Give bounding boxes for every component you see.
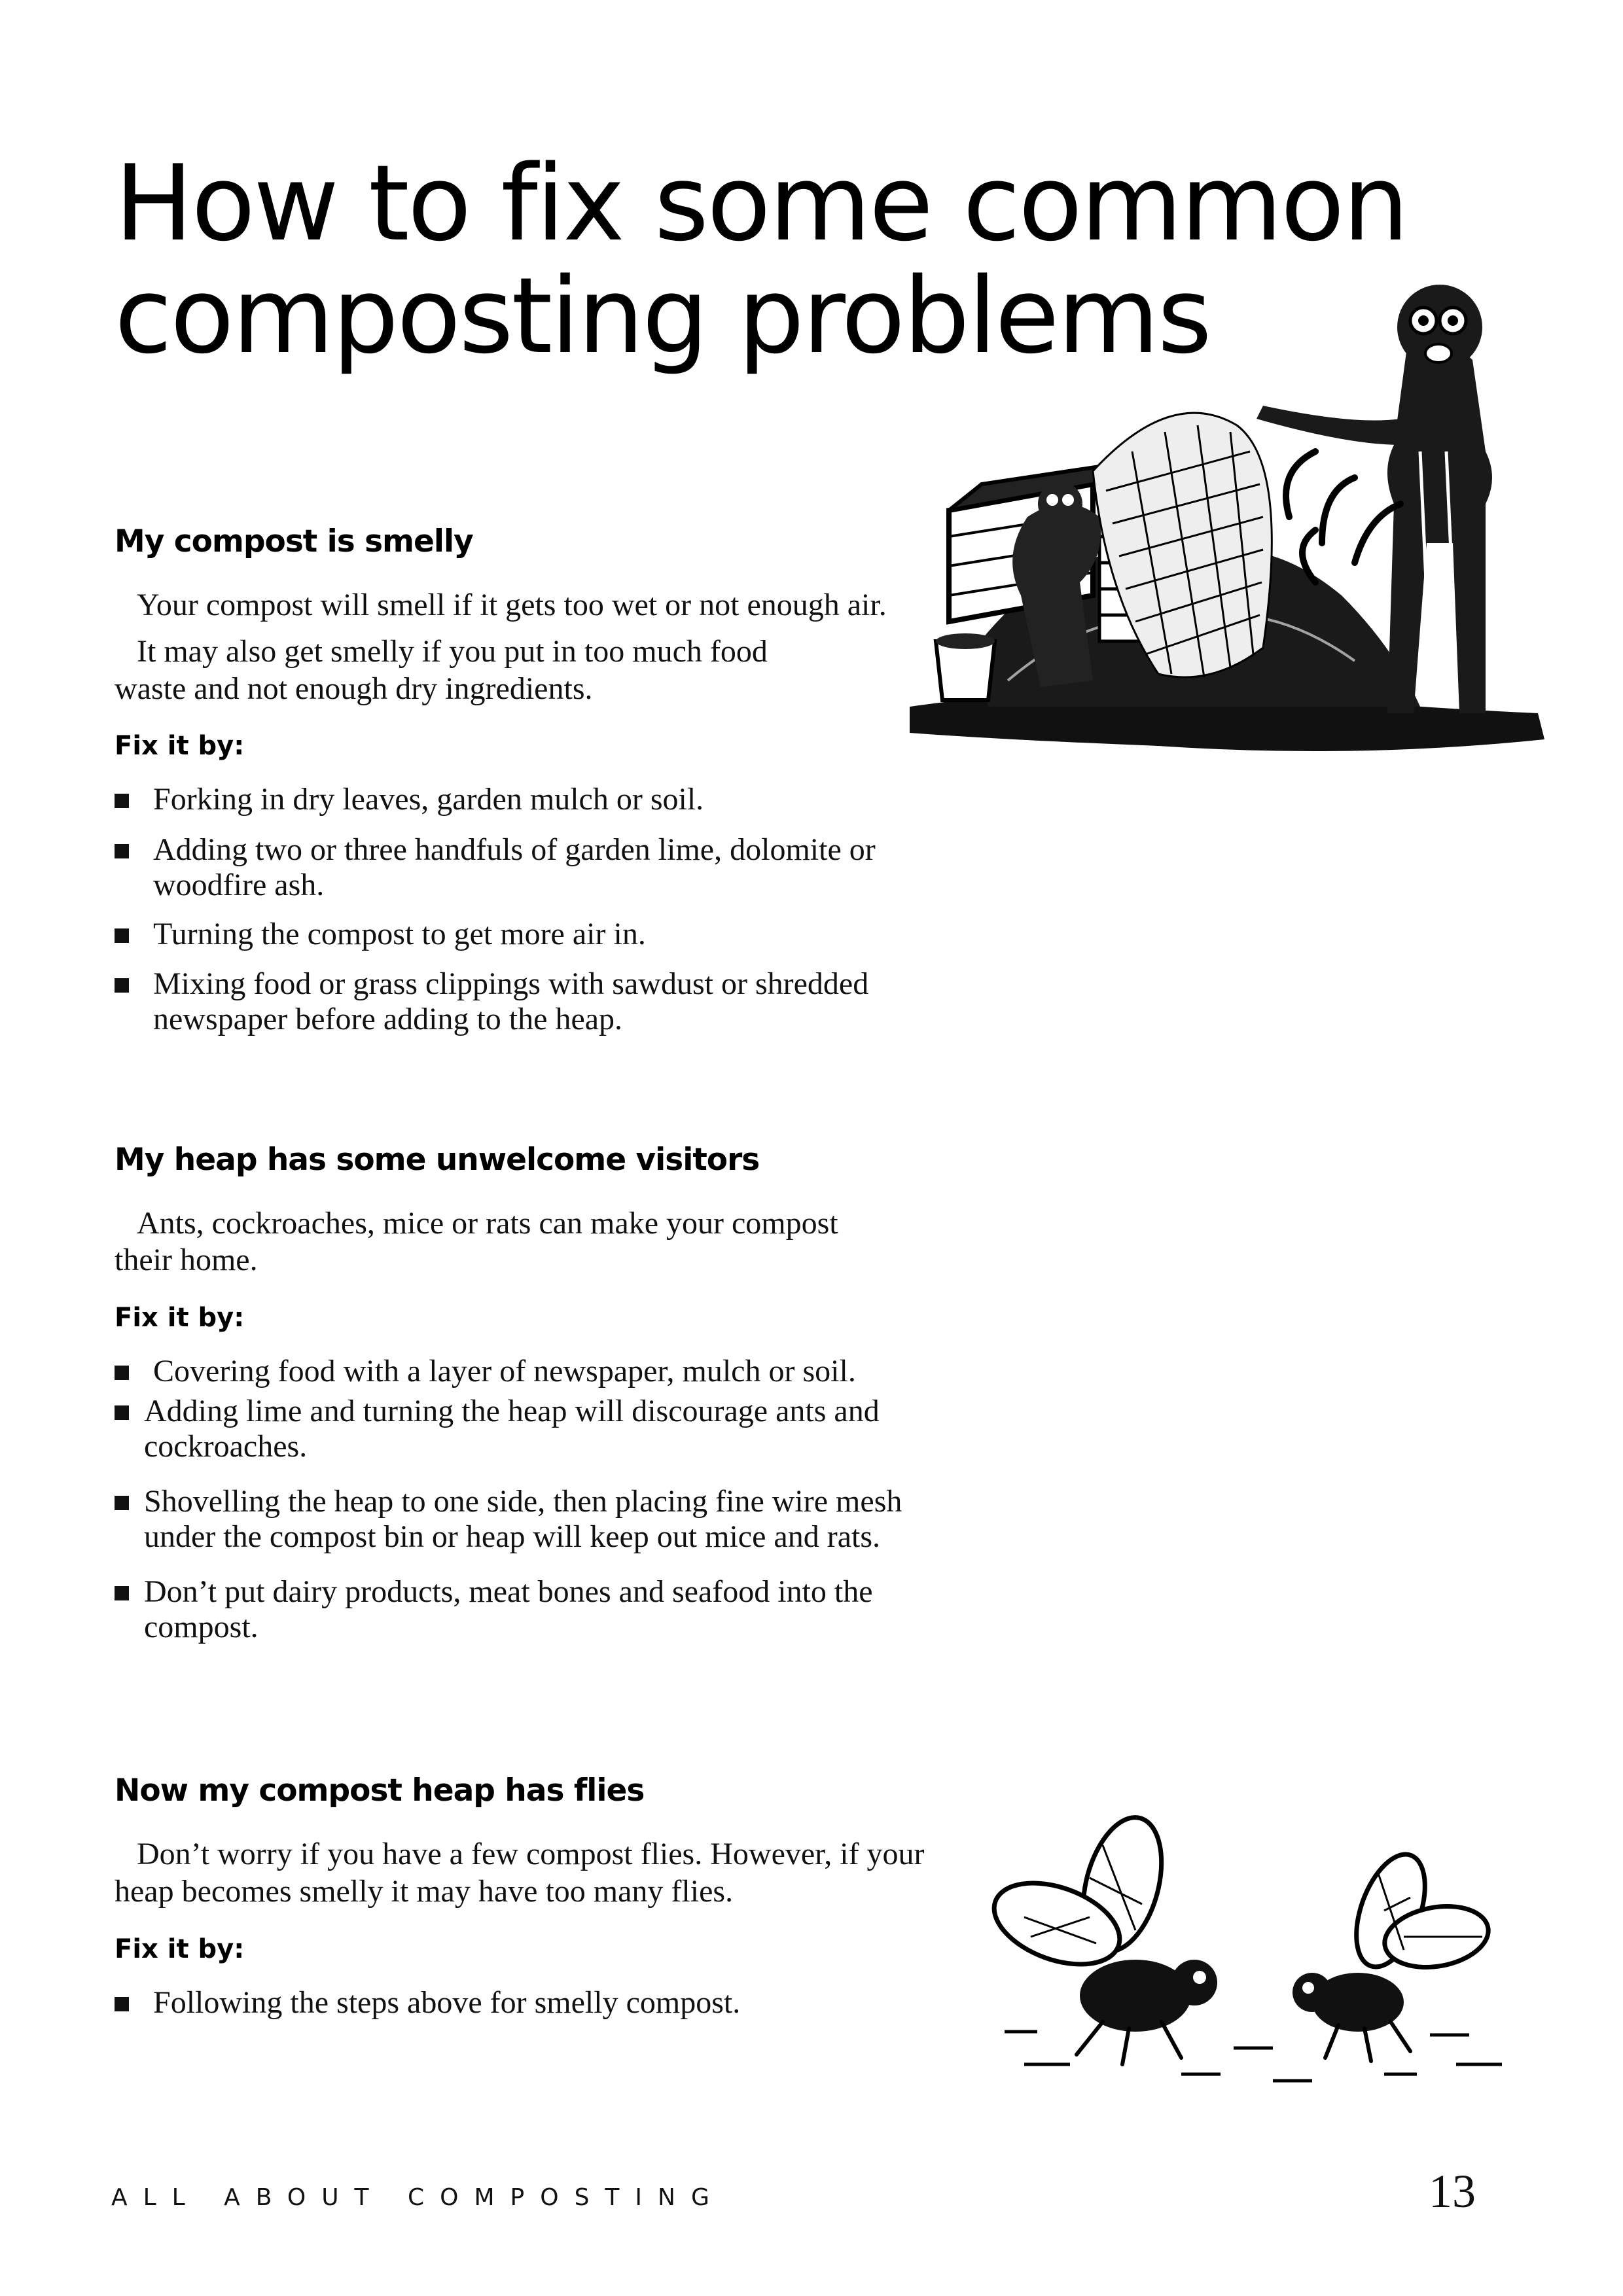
bullet-square-icon [115,978,129,993]
section-heading-smelly: My compost is smelly [115,523,473,559]
page-title-line-1: How to fix some common [115,142,1408,264]
bullet-square-icon [115,1586,129,1600]
bullet-square-icon [115,1997,129,2011]
section-visitors-paragraph-line-1: Ants, cockroaches, mice or rats can make your compost [137,1206,838,1241]
bullet-square-icon [115,1366,129,1380]
list-item: Shovelling the heap to one side, then placing fine wire mesh under the compost bin or heap will keep out mice and rats. [115,1484,902,1555]
section-heading-visitors: My heap has some unwelcome visitors [115,1142,760,1178]
section-smelly-paragraph-line-3: waste and not enough dry ingredients. [115,671,593,706]
section-flies-paragraph-line-1: Don’t worry if you have a few compost flies. However, if your [137,1837,925,1871]
section-smelly-paragraph-line-1: Your compost will smell if it gets too wet or not enough air. [137,588,887,622]
list-item: Don’t put dairy products, meat bones and seafood into the compost. [115,1574,873,1645]
footer-label: ALL ABOUT COMPOSTING [111,2184,725,2211]
bullet-square-icon [115,928,129,943]
compost-heap-figures-illustration [897,255,1558,772]
list-item: Adding lime and turning the heap will discourage ants and cockroaches. [115,1394,880,1464]
fix-label-flies: Fix it by: [115,1934,245,1964]
section-smelly-paragraph-line-2: It may also get smelly if you put in too much food [137,634,768,669]
fix-label-visitors: Fix it by: [115,1303,245,1333]
section-flies-paragraph-line-2: heap becomes smelly it may have too many flies. [115,1874,734,1909]
bullet-square-icon [115,1405,129,1420]
fix-label-smelly: Fix it by: [115,731,245,761]
section-heading-flies: Now my compost heap has flies [115,1773,645,1809]
list-item: Covering food with a layer of newspaper, mulch or soil. [115,1354,856,1389]
list-item: Following the steps above for smelly compost. [115,1985,740,2021]
list-item: Forking in dry leaves, garden mulch or soil. [115,782,704,817]
list-item: Adding two or three handfuls of garden lime, dolomite or woodfire ash. [115,832,876,903]
list-item: Turning the compost to get more air in. [115,917,646,952]
bullet-square-icon [115,794,129,808]
flies-illustration [985,1806,1535,2094]
section-visitors-paragraph-line-2: their home. [115,1243,258,1277]
page-title-line-2: composting problems [115,255,1210,377]
bullet-square-icon [115,844,129,858]
bullet-square-icon [115,1496,129,1510]
list-item: Mixing food or grass clippings with sawdust or shredded newspaper before adding to the heap. [115,966,868,1037]
page-number: 13 [1429,2165,1476,2217]
